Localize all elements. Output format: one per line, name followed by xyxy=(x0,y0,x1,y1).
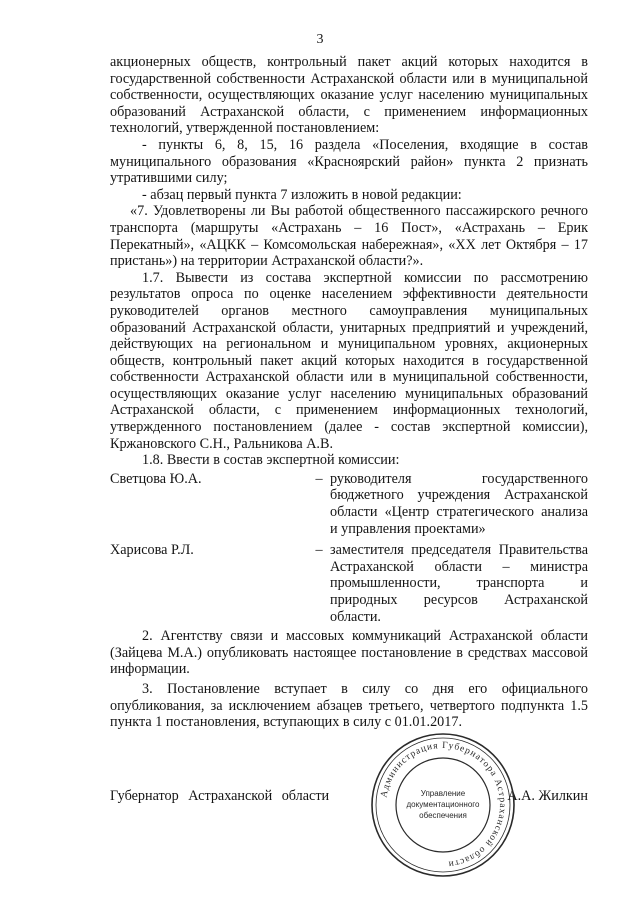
signatory-title: Губернатор Астраханской области xyxy=(110,788,330,804)
paragraph-3: - абзац первый пункта 7 изложить в новой редакции: xyxy=(142,186,462,203)
member-name: Харисова Р.Л. xyxy=(110,542,194,559)
signatory-name: А.А. Жилкин xyxy=(507,788,588,804)
paragraph-1: акционерных обществ, контрольный пакет акций которых находится в государственной собственности Астраханской области или в муниципальной собственности, осуществляющих оказание услуг населению муниципальных образований Астраханской области, с применением информационных технологий, утвержденной постановлением: xyxy=(110,54,588,137)
paragraph-8: 3. Постановление вступает в силу со дня его официального опубликования, за исключением абзацев третьего, четвертого подпункта 1.5 пункта 1 постановления, вступающих в силу с 01.01.2017. xyxy=(110,680,588,731)
member-role: заместителя председателя Правительства Астраханской области – министра промышленности, транспорта и природных ресурсов Астраханской области. xyxy=(330,542,588,625)
paragraph-4-quote: «7. Удовлетворены ли Вы работой общественного пассажирского речного транспорта (маршруты «Астрахань – 16 Пост», «Астрахань – Ерик Перекатный», «АЦКК – Комсомольская набережная», «XX лет Октября – 17 пристань») на территории Астраханской области?». xyxy=(110,203,588,270)
member-name: Светцова Ю.А. xyxy=(110,470,202,487)
seal-center-line-1: Управление xyxy=(420,789,466,798)
document-body xyxy=(110,54,588,731)
paragraph-2: - пункты 6, 8, 15, 16 раздела «Поселения, входящие в состав муниципального образования «Красноярский район» пункта 2 признать утратившими силу; xyxy=(110,136,588,187)
page-number: 3 xyxy=(316,32,324,47)
commission-member xyxy=(110,542,588,625)
paragraph-7: 2. Агентству связи и массовых коммуникаций Астраханской области (Зайцева М.А.) опубликовать настоящее постановление в средствах массовой информации. xyxy=(110,628,588,678)
seal-center-line-2: документационного xyxy=(406,800,480,809)
commission-member xyxy=(110,471,588,537)
paragraph-6: 1.8. Ввести в состав экспертной комиссии: xyxy=(142,452,400,469)
official-seal xyxy=(368,730,518,880)
seal-center-line-3: обеспечения xyxy=(419,811,467,820)
member-dash: – xyxy=(315,470,323,487)
member-role: руководителя государственного бюджетного учреждения Астраханской области «Центр стратегического анализа и управления проектами» xyxy=(330,470,588,537)
member-dash: – xyxy=(315,542,323,559)
paragraph-5: 1.7. Вывести из состава экспертной комиссии по рассмотрению результатов опроса по оценке населением эффективности деятельности руководителей органов местного самоуправления муниципальных образований Астраханской области, унитарных предприятий и учреждений, действующих на региональном и муниципальном уровнях, акционерных обществ, контрольный пакет акций которых находится в государственной собственности Астраханской области или в муниципальной собственности, осуществляющих оказание услуг населению муниципальных образований Астраханской области, с применением информационных технологий, утвержденного постановлением (далее - состав экспертной комиссии), Кржановского С.Н., Ральникова А.В. xyxy=(110,269,588,452)
seal-ring-text: Администрация Губернатора Астраханской области xyxy=(379,740,508,869)
